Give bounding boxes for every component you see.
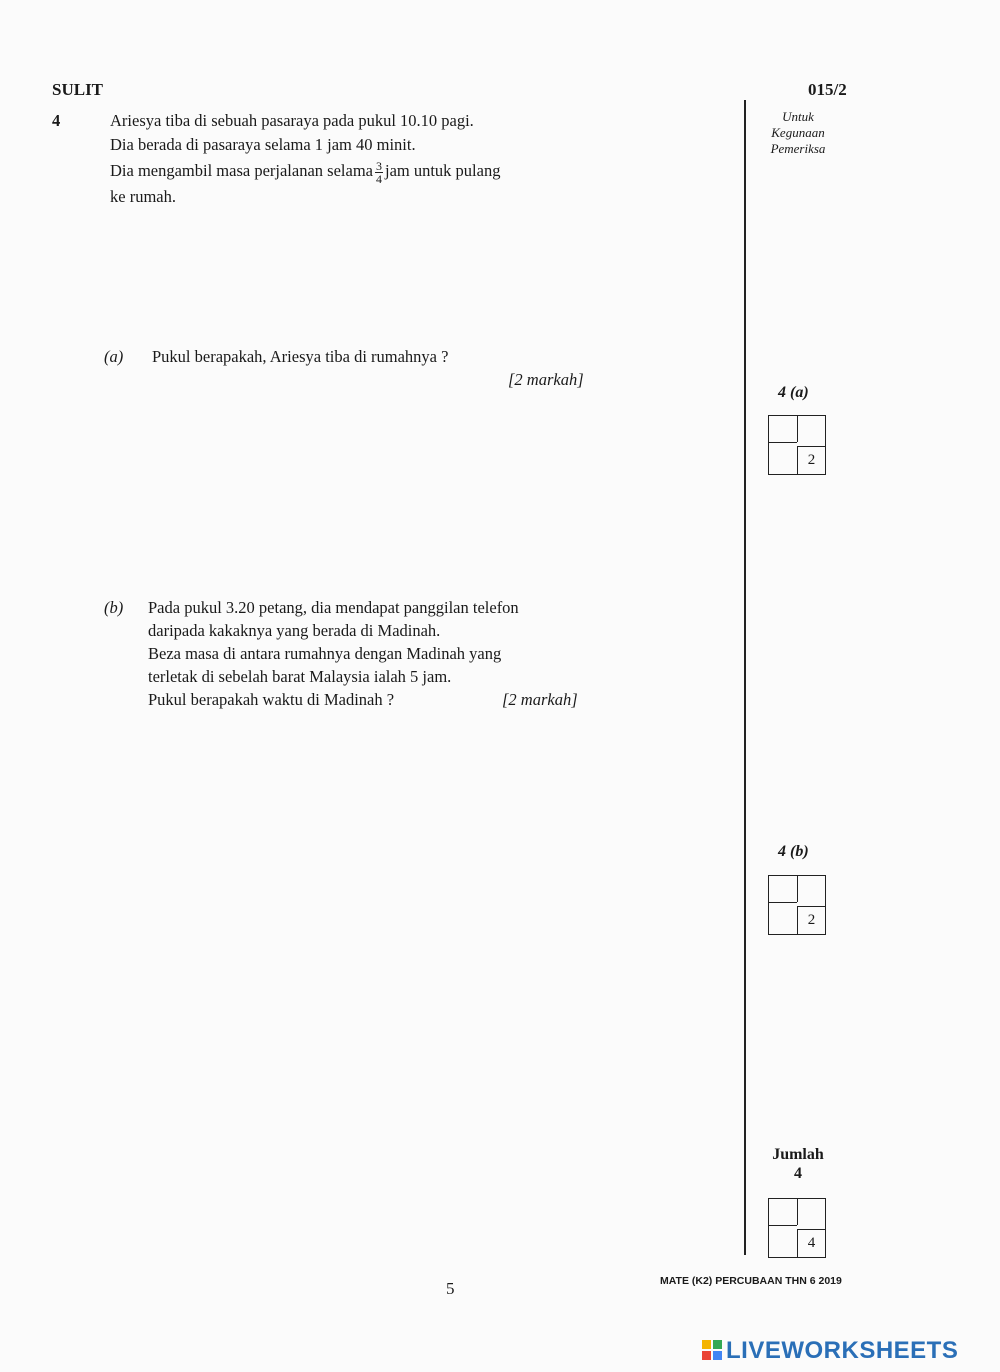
- mark-box-total-score: 4: [797, 1229, 825, 1257]
- part-b-line-5: Pukul berapakah waktu di Madinah ?: [148, 690, 395, 709]
- question-line-2: Dia berada di pasaraya selama 1 jam 40 minit.: [110, 135, 416, 154]
- page-number: 5: [446, 1279, 455, 1298]
- question-stem: [110, 109, 710, 209]
- part-b-label: (b): [104, 598, 124, 617]
- liveworksheets-icon: [702, 1340, 722, 1360]
- part-a-marks: [2 markah]: [508, 370, 584, 389]
- question-line-1: Ariesya tiba di sebuah pasaraya pada pukul 10.10 pagi.: [110, 111, 474, 130]
- liveworksheets-logo: LIVEWORKSHEETS: [702, 1337, 958, 1365]
- total-label: Jumlah 4: [772, 1146, 824, 1182]
- part-a-text: Pukul berapakah, Ariesya tiba di rumahnya ?: [152, 347, 449, 366]
- mark-label-a: 4 (a): [778, 384, 809, 401]
- mark-box-total: [768, 1198, 826, 1258]
- question-line-3: Dia mengambil masa perjalanan selama $\frac{3}{4}$ jam untuk pulang: [110, 158, 501, 186]
- answer-area-a[interactable]: [100, 400, 720, 570]
- part-a-label: (a): [104, 347, 124, 366]
- mark-box-b: [768, 875, 826, 935]
- footer-code: MATE (K2) PERCUBAAN THN 6 2019: [660, 1275, 842, 1287]
- mark-box-b-score: 2: [797, 906, 825, 934]
- fraction: $\frac{3}{4}$: [375, 158, 382, 186]
- margin-divider: [744, 100, 746, 1255]
- mark-box-a-score: 2: [797, 446, 825, 474]
- mark-label-b: 4 (b): [778, 843, 809, 860]
- header-paper-code: 015/2: [808, 80, 847, 99]
- header-sulit: SULIT: [52, 80, 104, 99]
- part-b-line-4: terletak di sebelah barat Malaysia ialah 5 jam.: [148, 667, 452, 686]
- question-line-4: ke rumah.: [110, 186, 176, 206]
- mark-box-a: [768, 415, 826, 475]
- part-b-line-3: Beza masa di antara rumahnya dengan Madinah yang: [148, 644, 502, 663]
- question-number: 4: [52, 111, 61, 130]
- answer-area-b[interactable]: [100, 720, 720, 1200]
- part-b-line-2: daripada kakaknya yang berada di Madinah.: [148, 621, 441, 640]
- part-b-marks: [2 markah]: [502, 690, 578, 709]
- part-b-line-1: Pada pukul 3.20 petang, dia mendapat panggilan telefon: [148, 598, 519, 617]
- examiner-label: Untuk Kegunaan Pemeriksa: [770, 109, 826, 156]
